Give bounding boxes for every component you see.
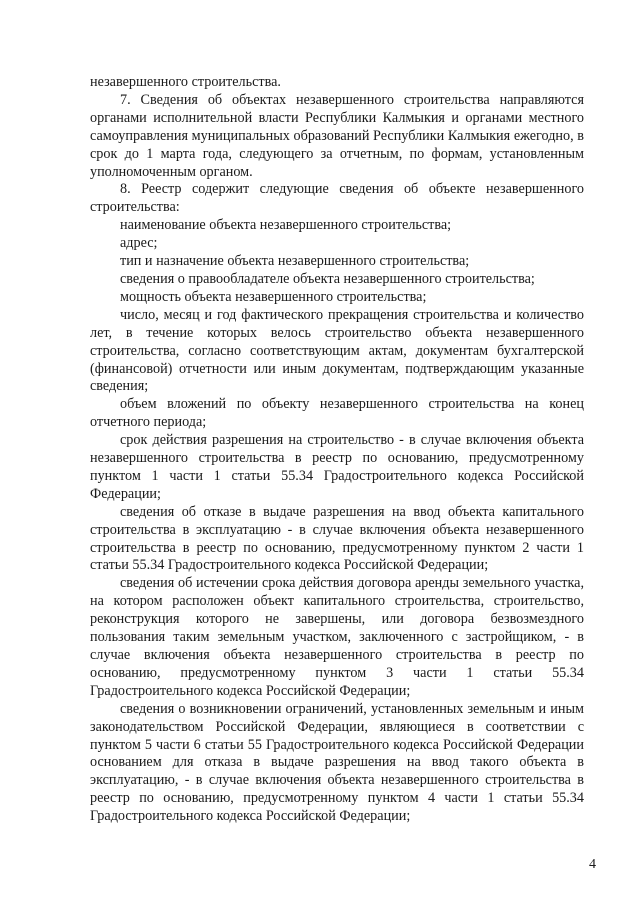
list-item-type: тип и назначение объекта незавершенного строительства; [120, 253, 470, 270]
list-item-investment: объем вложений по объекту незавершенного строительства на конец отчетного периода; [90, 396, 584, 431]
paragraph-item-7: 7. Сведения об объектах незавершенного строительства направляются органами исполнительной власти Республики Калмыкия и органами местного самоуправления муниципальных образований Республики Калмыкия ежегодно, в срок до 1 марта года, следующего за отчетным, по формам, установленным уполномоченным органом. [90, 91, 584, 180]
list-item-termination-date: число, месяц и год фактического прекращения строительства и количество лет, в течение которых велось строительство объекта незавершенного строительства, согласно соответствующим актам, документам бухгалтерской (финансовой) отчетности или иным документам, подтверждающим указанные сведения; [90, 306, 584, 395]
list-item-refusal: сведения об отказе в выдаче разрешения на ввод объекта капитального строительства в эксплуатацию - в случае включения объекта незавершенного строительства в реестр по основанию, предусмотренному пунктом 2 части 1 статьи 55.34 Градостроительного кодекса Российской Федерации; [90, 503, 584, 574]
list-item-owner: сведения о правообладателе объекта незавершенного строительства; [120, 270, 535, 287]
document-body [90, 74, 584, 826]
paragraph-continuation: незавершенного строительства. [90, 74, 281, 90]
list-item-capacity: мощность объекта незавершенного строительства; [120, 288, 427, 305]
list-item-lease-expiry: сведения об истечении срока действия договора аренды земельного участка, на котором расположен объект капитального строительства, строительство, реконструкция которого не завершены, или договора безвозмездного пользования таким земельным участком, заключенного с застройщиком, - в случае включения объекта незавершенного строительства в реестр по основанию, предусмотренному пунктом 3 части 1 статьи 55.34 Градостроительного кодекса Российской Федерации; [90, 575, 584, 699]
list-item-name: наименование объекта незавершенного строительства; [120, 217, 452, 234]
list-item-restrictions: сведения о возникновении ограничений, установленных земельным и иным законодательством Российской Федерации, являющиеся в соответствии с пунктом 5 части 6 статьи 55 Градостроительного кодекса Российской Федерации основанием для отказа в выдаче разрешения на ввод такого объекта в эксплуатацию, - в случае включения объекта незавершенного строительства в реестр по основанию, предусмотренному пунктом 4 части 1 статьи 55.34 Градостроительного кодекса Российской Федерации; [90, 700, 584, 825]
paragraph-item-8: 8. Реестр содержит следующие сведения об объекте незавершенного строительства: [90, 181, 584, 216]
page-number: 4 [589, 857, 596, 872]
list-item-permit-term: срок действия разрешения на строительство - в случае включения объекта незавершенного строительства в реестр по основанию, предусмотренному пунктом 1 части 1 статьи 55.34 Градостроительного кодекса Российской Федерации; [90, 432, 584, 502]
list-item-address: адрес; [120, 235, 158, 252]
